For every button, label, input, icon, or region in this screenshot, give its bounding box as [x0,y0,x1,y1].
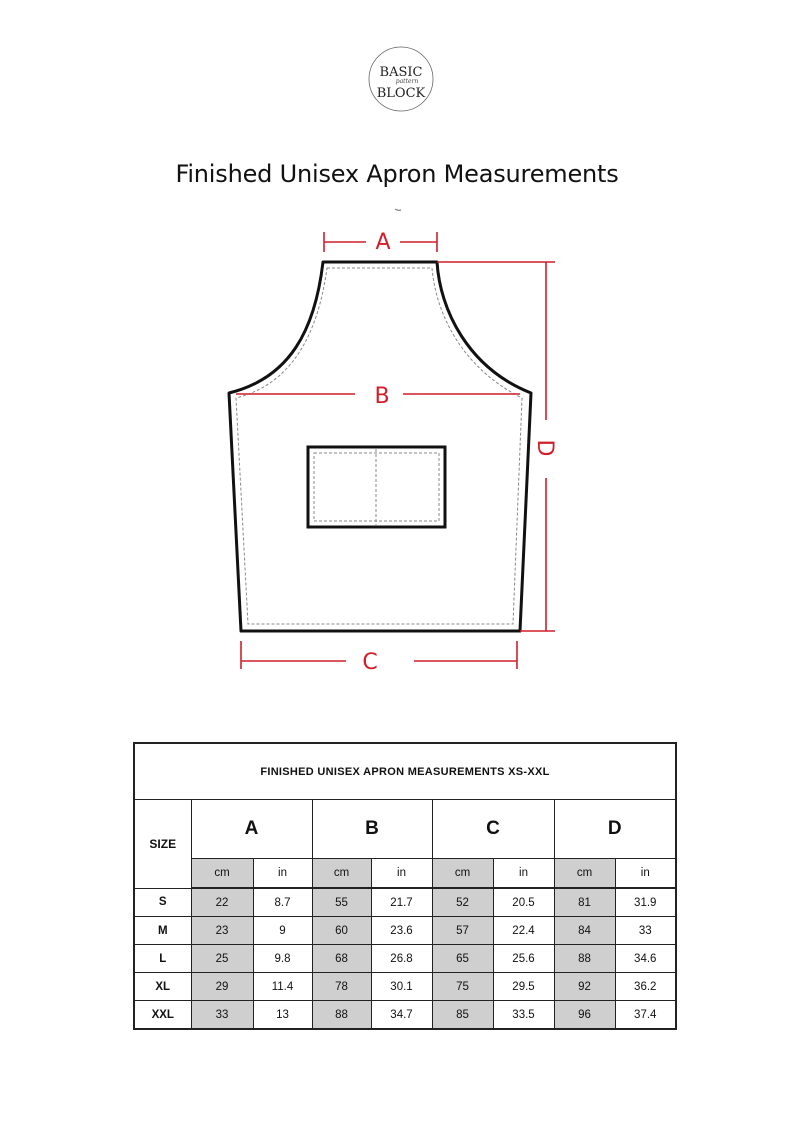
size-cell: M [134,917,191,945]
table-row [134,917,676,945]
svg-text:BLOCK: BLOCK [376,86,426,101]
unit-header: in [615,859,676,889]
table-row [134,1001,676,1030]
measurement-cell: 37.4 [615,1001,676,1030]
measurement-cell: 23.6 [371,917,432,945]
svg-text:BASIC: BASIC [379,65,423,80]
measurement-cell: 96 [554,1001,615,1030]
table-title: FINISHED UNISEX APRON MEASUREMENTS XS-XXL [134,743,676,800]
measurement-cell: 65 [432,945,493,973]
measurement-cell: 26.8 [371,945,432,973]
measurement-cell: 33 [615,917,676,945]
measurement-cell: 22.4 [493,917,554,945]
measurement-cell: 88 [554,945,615,973]
unit-header: in [253,859,312,889]
group-header-b: B [312,800,432,859]
measurement-cell: 9.8 [253,945,312,973]
dimension-c-label: C [362,650,378,675]
unit-header: cm [432,859,493,889]
measurement-cell: 29.5 [493,973,554,1001]
measurement-cell: 13 [253,1001,312,1030]
measurement-cell: 34.7 [371,1001,432,1030]
unit-header: in [371,859,432,889]
measurement-cell: 34.6 [615,945,676,973]
measurement-cell: 29 [191,973,253,1001]
measurement-cell: 57 [432,917,493,945]
unit-header: cm [554,859,615,889]
measurement-cell: 21.7 [371,888,432,917]
measurement-cell: 31.9 [615,888,676,917]
table-row [134,888,676,917]
group-header-a: A [191,800,312,859]
measurement-cell: 8.7 [253,888,312,917]
measurement-cell: 55 [312,888,371,917]
measurement-cell: 33.5 [493,1001,554,1030]
measurement-cell: 23 [191,917,253,945]
measurement-cell: 92 [554,973,615,1001]
table-row [134,945,676,973]
group-header-d: D [554,800,676,859]
measurement-cell: 30.1 [371,973,432,1001]
measurement-cell: 68 [312,945,371,973]
unit-header: cm [312,859,371,889]
measurement-cell: 85 [432,1001,493,1030]
dimension-c [241,641,517,669]
page-title: Finished Unisex Apron Measurements [175,160,619,188]
size-cell: S [134,888,191,917]
size-header: SIZE [134,800,191,889]
unit-header: cm [191,859,253,889]
measurement-cell: 20.5 [493,888,554,917]
table-row [134,973,676,1001]
size-cell: XL [134,973,191,1001]
unit-header: in [493,859,554,889]
measurement-cell: 78 [312,973,371,1001]
measurement-cell: 36.2 [615,973,676,1001]
measurement-cell: 22 [191,888,253,917]
measurement-cell: 25 [191,945,253,973]
measurement-cell: 52 [432,888,493,917]
measurement-cell: 84 [554,917,615,945]
apron-diagram [0,195,794,685]
brand-logo [367,45,435,113]
svg-text:pattern: pattern [395,78,419,85]
measurements-table [133,742,677,1030]
dimension-a-label: A [375,230,391,255]
measurement-cell: 33 [191,1001,253,1030]
measurement-cell: 9 [253,917,312,945]
dimension-b-label: B [374,384,390,409]
measurement-cell: 81 [554,888,615,917]
dimension-d-label: D [532,439,557,457]
size-cell: XXL [134,1001,191,1030]
measurement-cell: 25.6 [493,945,554,973]
measurement-cell: 88 [312,1001,371,1030]
measurement-cell: 60 [312,917,371,945]
group-header-c: C [432,800,554,859]
measurement-cell: 11.4 [253,973,312,1001]
measurement-cell: 75 [432,973,493,1001]
size-cell: L [134,945,191,973]
